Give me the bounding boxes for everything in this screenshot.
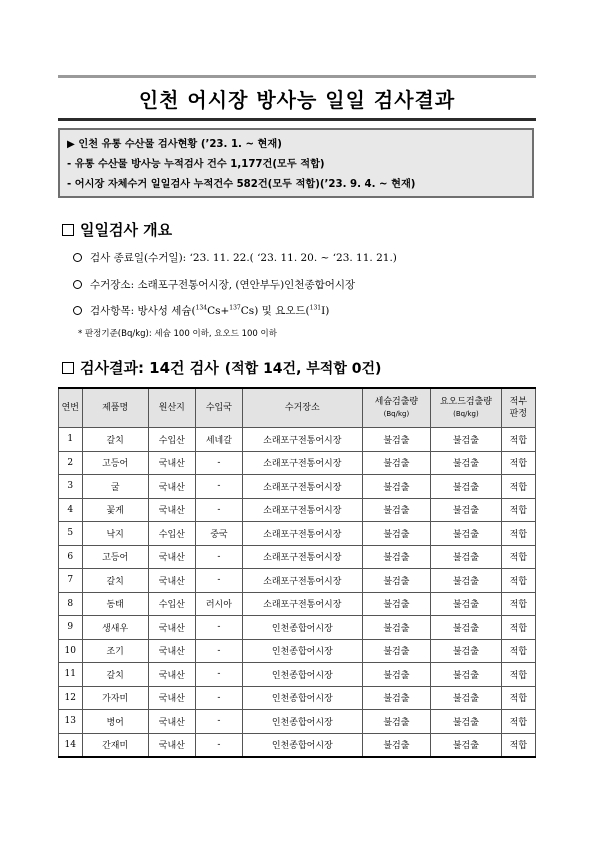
cell-cesium: 불검출 — [362, 545, 430, 569]
cell-origin: 국내산 — [148, 733, 195, 757]
checkbox-square-icon — [62, 224, 74, 236]
cell-country: 중국 — [195, 522, 242, 546]
cell-product: 생새우 — [82, 616, 148, 640]
cell-place: 소래포구전통어시장 — [242, 451, 362, 475]
cell-cesium: 불검출 — [362, 498, 430, 522]
header-origin: 원산지 — [148, 388, 195, 428]
cell-country: - — [195, 545, 242, 569]
cell-origin: 국내산 — [148, 686, 195, 710]
circle-bullet-icon — [73, 253, 82, 262]
cell-country: - — [195, 710, 242, 734]
cell-country: - — [195, 451, 242, 475]
overview-date-text: 검사 종료일(수거일): ‘23. 11. 22.( ‘23. 11. 20. ~ ‘23. 11. 21.) — [90, 252, 397, 264]
summary-line-3: - 어시장 자체수거 일일검사 누적건수 582건(모두 적합)(’23. 9. 4. ~ 현재) — [67, 179, 416, 190]
cell-cesium: 불검출 — [362, 522, 430, 546]
cell-origin: 국내산 — [148, 569, 195, 593]
cell-product: 갈치 — [82, 428, 148, 452]
cell-verdict: 적합 — [501, 498, 535, 522]
results-table — [58, 387, 536, 758]
cell-product: 가자미 — [82, 686, 148, 710]
header-cesium: 세슘검출량 (Bq/kg) — [362, 388, 430, 428]
cell-no: 1 — [59, 428, 83, 452]
cell-cesium: 불검출 — [362, 451, 430, 475]
cell-place: 소래포구전통어시장 — [242, 428, 362, 452]
cell-place: 소래포구전통어시장 — [242, 569, 362, 593]
summary-box — [58, 128, 534, 198]
overview-place-text: 수거장소: 소래포구전통어시장, (연안부두)인천종합어시장 — [90, 279, 356, 291]
cell-no: 4 — [59, 498, 83, 522]
cell-product: 낙지 — [82, 522, 148, 546]
criteria-note: * 판정기준(Bq/kg): 세슘 100 이하, 요오드 100 이하 — [78, 329, 277, 339]
table-row — [59, 522, 536, 546]
table-row — [59, 686, 536, 710]
table-row — [59, 592, 536, 616]
circle-bullet-icon — [73, 306, 82, 315]
cell-origin: 국내산 — [148, 616, 195, 640]
cell-place: 소래포구전통어시장 — [242, 545, 362, 569]
cell-place: 인천종합어시장 — [242, 733, 362, 757]
cell-iodine: 불검출 — [431, 498, 502, 522]
cell-place: 소래포구전통어시장 — [242, 592, 362, 616]
overview-items-item — [73, 303, 329, 318]
cell-product: 고등어 — [82, 451, 148, 475]
cell-cesium: 불검출 — [362, 663, 430, 687]
cell-origin: 국내산 — [148, 545, 195, 569]
cell-origin: 수입산 — [148, 592, 195, 616]
section-results-tail: (적합 14건, 부적합 0건) — [224, 360, 382, 377]
cell-no: 2 — [59, 451, 83, 475]
overview-items-text: 검사항목: 방사성 세슘($^{134}$Cs+$^{137}$Cs) 및 요오드($^{131}$I) — [90, 304, 330, 317]
overview-place-item — [73, 277, 355, 292]
cell-iodine: 불검출 — [431, 733, 502, 757]
summary-line-1: ▶ 인천 유통 수산물 검사현황 (’23. 1. ~ 현재) — [67, 139, 282, 150]
cell-place: 인천종합어시장 — [242, 663, 362, 687]
table-row — [59, 475, 536, 499]
cell-origin: 국내산 — [148, 710, 195, 734]
cell-verdict: 적합 — [501, 569, 535, 593]
table-row — [59, 498, 536, 522]
cell-iodine: 불검출 — [431, 663, 502, 687]
cell-iodine: 불검출 — [431, 569, 502, 593]
cell-product: 갈치 — [82, 663, 148, 687]
checkbox-square-icon — [62, 362, 74, 374]
cell-no: 9 — [59, 616, 83, 640]
cell-verdict: 적합 — [501, 686, 535, 710]
header-iodine: 요오드검출량 (Bq/kg) — [431, 388, 502, 428]
cell-cesium: 불검출 — [362, 569, 430, 593]
table-row — [59, 710, 536, 734]
cell-iodine: 불검출 — [431, 522, 502, 546]
table-row — [59, 616, 536, 640]
section-overview-title: 일일검사 개요 — [80, 221, 173, 239]
cell-no: 7 — [59, 569, 83, 593]
cell-verdict: 적합 — [501, 663, 535, 687]
cell-product: 꽃게 — [82, 498, 148, 522]
cell-iodine: 불검출 — [431, 428, 502, 452]
cell-iodine: 불검출 — [431, 639, 502, 663]
cell-iodine: 불검출 — [431, 451, 502, 475]
table-row — [59, 451, 536, 475]
cell-no: 5 — [59, 522, 83, 546]
cell-product: 조기 — [82, 639, 148, 663]
header-place: 수거장소 — [242, 388, 362, 428]
cell-iodine: 불검출 — [431, 475, 502, 499]
table-header-row — [59, 388, 536, 428]
cell-place: 소래포구전통어시장 — [242, 522, 362, 546]
header-product: 제품명 — [82, 388, 148, 428]
cell-country: - — [195, 639, 242, 663]
table-row — [59, 569, 536, 593]
table-row — [59, 428, 536, 452]
cell-cesium: 불검출 — [362, 639, 430, 663]
cell-origin: 국내산 — [148, 663, 195, 687]
cell-no: 8 — [59, 592, 83, 616]
cell-country: - — [195, 663, 242, 687]
cell-verdict: 적합 — [501, 545, 535, 569]
cell-no: 11 — [59, 663, 83, 687]
cell-product: 동태 — [82, 592, 148, 616]
cell-country: - — [195, 475, 242, 499]
cell-country: 세네갈 — [195, 428, 242, 452]
overview-date-item — [73, 250, 397, 265]
cell-cesium: 불검출 — [362, 686, 430, 710]
cell-cesium: 불검출 — [362, 616, 430, 640]
cell-country: - — [195, 686, 242, 710]
cell-cesium: 불검출 — [362, 733, 430, 757]
cell-iodine: 불검출 — [431, 616, 502, 640]
cell-product: 간재미 — [82, 733, 148, 757]
cell-place: 인천종합어시장 — [242, 710, 362, 734]
cell-product: 굴 — [82, 475, 148, 499]
section-results-heading — [62, 357, 381, 378]
cell-product: 고등어 — [82, 545, 148, 569]
table-row — [59, 733, 536, 757]
cell-cesium: 불검출 — [362, 475, 430, 499]
cell-origin: 국내산 — [148, 451, 195, 475]
cell-product: 갈치 — [82, 569, 148, 593]
header-verdict: 적부 판정 — [501, 388, 535, 428]
cell-country: - — [195, 616, 242, 640]
cell-origin: 수입산 — [148, 522, 195, 546]
cell-no: 3 — [59, 475, 83, 499]
circle-bullet-icon — [73, 280, 82, 289]
table-row — [59, 639, 536, 663]
cell-origin: 국내산 — [148, 475, 195, 499]
cell-no: 14 — [59, 733, 83, 757]
header-import-country: 수입국 — [195, 388, 242, 428]
page-title: 인천 어시장 방사능 일일 검사결과 — [138, 87, 456, 112]
cell-no: 6 — [59, 545, 83, 569]
cell-cesium: 불검출 — [362, 710, 430, 734]
cell-cesium: 불검출 — [362, 592, 430, 616]
cell-origin: 수입산 — [148, 428, 195, 452]
cell-country: - — [195, 498, 242, 522]
cell-verdict: 적합 — [501, 475, 535, 499]
cell-verdict: 적합 — [501, 592, 535, 616]
cell-place: 소래포구전통어시장 — [242, 498, 362, 522]
cell-origin: 국내산 — [148, 639, 195, 663]
cell-verdict: 적합 — [501, 451, 535, 475]
cell-place: 인천종합어시장 — [242, 639, 362, 663]
cell-country: - — [195, 569, 242, 593]
cell-verdict: 적합 — [501, 522, 535, 546]
summary-line-2: - 유통 수산물 방사능 누적검사 건수 1,177건(모두 적합) — [67, 159, 325, 170]
cell-place: 인천종합어시장 — [242, 686, 362, 710]
cell-no: 10 — [59, 639, 83, 663]
cell-country: - — [195, 733, 242, 757]
cell-iodine: 불검출 — [431, 710, 502, 734]
cell-cesium: 불검출 — [362, 428, 430, 452]
title-bar — [58, 75, 536, 121]
section-results-title: 검사결과: 14건 검사 — [80, 359, 219, 377]
cell-verdict: 적합 — [501, 616, 535, 640]
cell-iodine: 불검출 — [431, 686, 502, 710]
cell-no: 13 — [59, 710, 83, 734]
table-row — [59, 545, 536, 569]
header-no: 연번 — [59, 388, 83, 428]
cell-country: 러시아 — [195, 592, 242, 616]
cell-place: 소래포구전통어시장 — [242, 475, 362, 499]
cell-verdict: 적합 — [501, 639, 535, 663]
section-overview-heading — [62, 219, 172, 240]
cell-verdict: 적합 — [501, 428, 535, 452]
cell-verdict: 적합 — [501, 710, 535, 734]
cell-iodine: 불검출 — [431, 592, 502, 616]
cell-product: 병어 — [82, 710, 148, 734]
cell-verdict: 적합 — [501, 733, 535, 757]
table-row — [59, 663, 536, 687]
cell-no: 12 — [59, 686, 83, 710]
cell-place: 인천종합어시장 — [242, 616, 362, 640]
cell-iodine: 불검출 — [431, 545, 502, 569]
cell-origin: 국내산 — [148, 498, 195, 522]
